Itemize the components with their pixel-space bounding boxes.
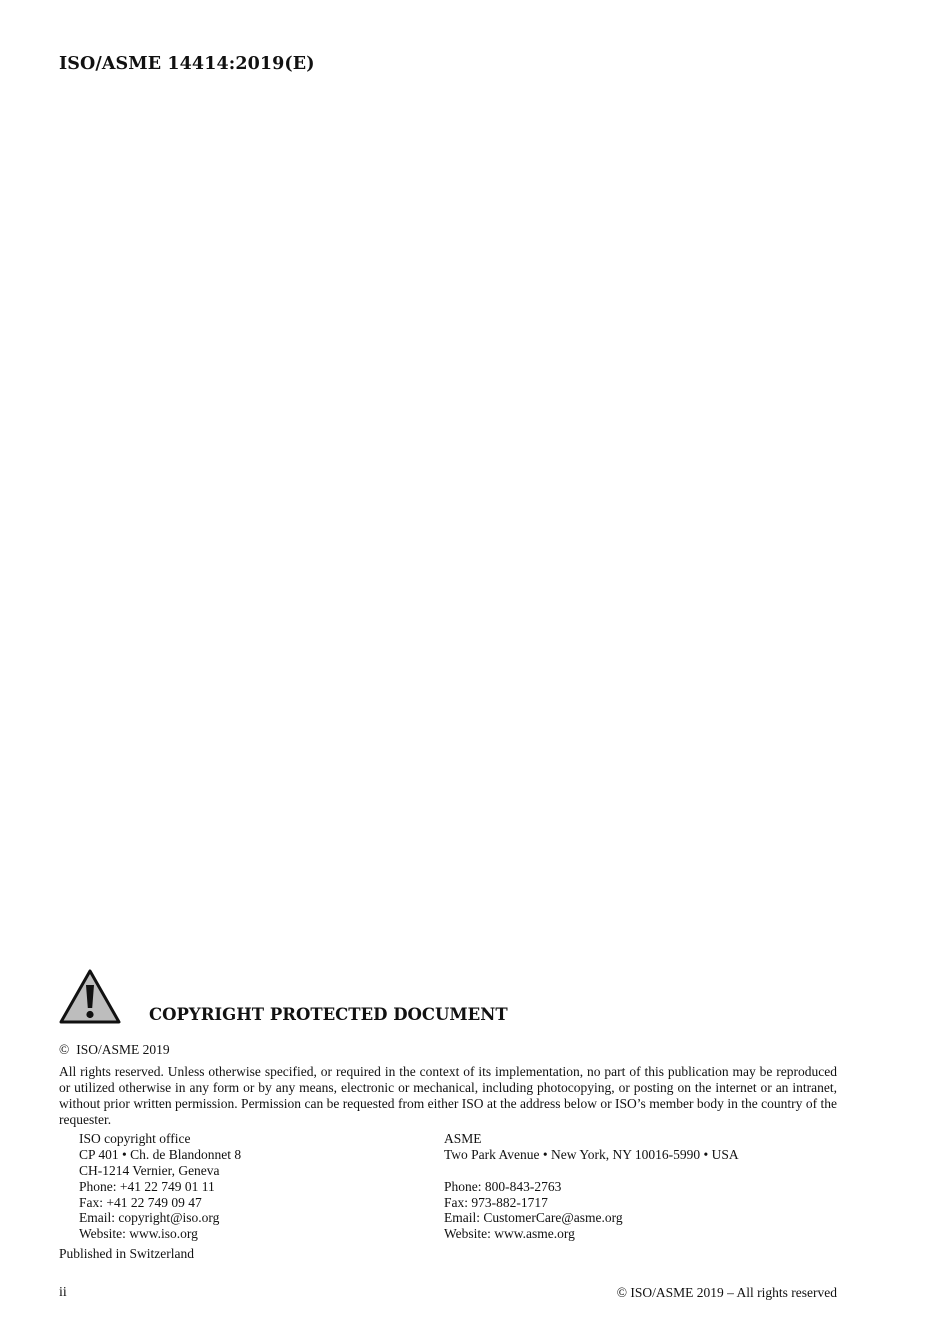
document-id: ISO/ASME 14414:2019(E) bbox=[59, 54, 315, 74]
iso-phone: Phone: +41 22 749 01 11 bbox=[79, 1178, 215, 1194]
rights-paragraph: All rights reserved. Unless otherwise specified, or required in the context of its implementation, no part of this publication may be reproduced or utilized otherwise in any form or by any means, electronic or mechanical, including photocopying, or posting on the internet or an intranet, without prior written permission. Permission can be requested from either ISO at the address below or ISO’s member body in the country of the requester. bbox=[59, 1064, 837, 1127]
copyright-symbol: © bbox=[59, 1042, 70, 1057]
asme-address-block bbox=[444, 1131, 739, 1242]
footer-copyright: © ISO/ASME 2019 – All rights reserved bbox=[616, 1285, 837, 1300]
iso-office-name: ISO copyright office bbox=[79, 1131, 191, 1146]
asme-fax: Fax: 973-882-1717 bbox=[444, 1194, 548, 1210]
iso-address-block bbox=[79, 1131, 241, 1242]
published-location: Published in Switzerland bbox=[59, 1246, 194, 1261]
asme-street: Two Park Avenue • New York, NY 10016-5990 • USA bbox=[444, 1146, 739, 1162]
copyright-holder: ISO/ASME 2019 bbox=[76, 1042, 170, 1057]
page-number: ii bbox=[59, 1285, 67, 1300]
asme-phone: Phone: 800-843-2763 bbox=[444, 1178, 562, 1194]
asme-email: Email: CustomerCare@asme.org bbox=[444, 1210, 623, 1226]
iso-city: CH-1214 Vernier, Geneva bbox=[79, 1162, 220, 1178]
iso-website: Website: www.iso.org bbox=[79, 1226, 198, 1242]
asme-spacer bbox=[444, 1163, 739, 1179]
iso-email: Email: copyright@iso.org bbox=[79, 1210, 220, 1226]
warning-triangle-icon bbox=[58, 968, 122, 1026]
asme-name: ASME bbox=[444, 1131, 482, 1146]
copyright-holder-line bbox=[59, 1042, 170, 1058]
iso-street: CP 401 • Ch. de Blandonnet 8 bbox=[79, 1146, 242, 1162]
asme-website: Website: www.asme.org bbox=[444, 1226, 575, 1242]
iso-fax: Fax: +41 22 749 09 47 bbox=[79, 1194, 202, 1210]
copyright-title: COPYRIGHT PROTECTED DOCUMENT bbox=[149, 1005, 508, 1024]
